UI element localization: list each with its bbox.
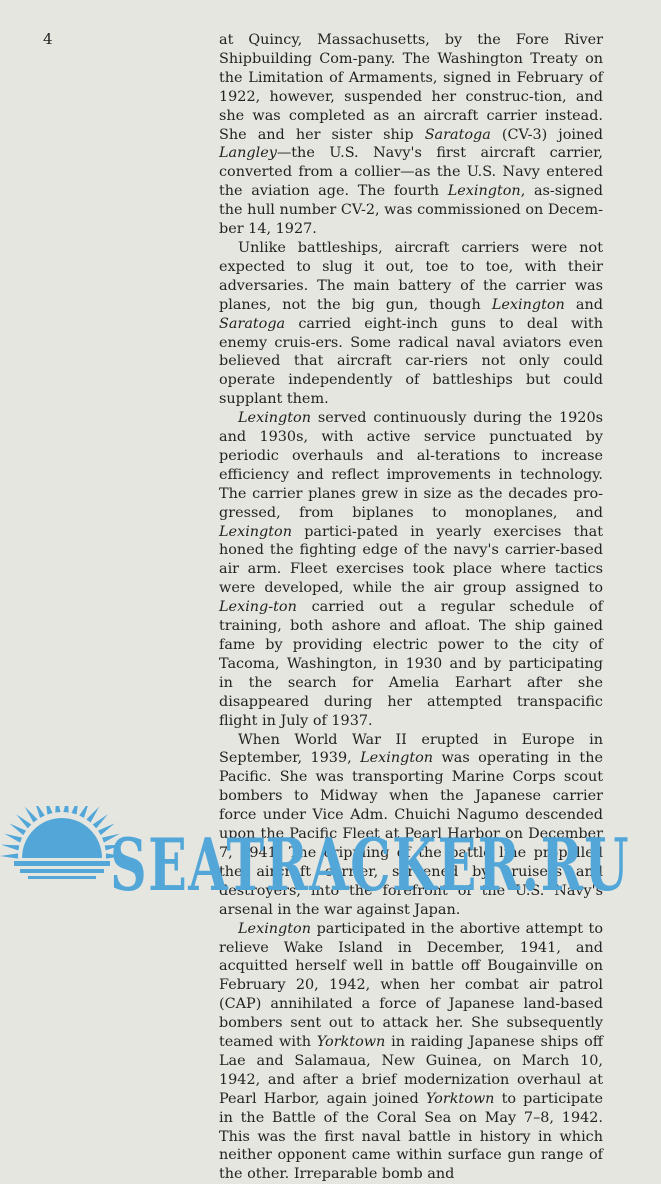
watermark-text: SEATRACKER.RU	[110, 822, 630, 904]
paragraph: When World War II erupted in Europe in September, 1939, Lexington was operating in the Pacific. She was transporting Marine Corps scout bombers to Midway when the Japanese carrier force under Vice Adm. Chuichi Nagumo descended upon the Pacific Fleet at Pearl Harbor on December 7, 1941. The crippling of the battle line propelled the aircraft carrier, screened by cruisers and destroyers, into the forefront of the U.S. Navy's arsenal in the war against Japan.	[219, 731, 603, 918]
page-number: 4	[43, 30, 53, 48]
paragraph: Lexington served continuously during the 1920s and 1930s, with active service punctuated by periodic overhauls and al-terations to increase efficiency and reflect improvements in technology. The carrier planes grew in size as the decades pro-gressed, from biplanes to monoplanes, and Lexington partici-pated in yearly exercises that honed the fighting edge of the navy's carrier-based air arm. Fleet exercises took place where tactics were developed, while the air group assigned to Lexing-ton carried out a regular schedule of training, both ashore and afloat. The ship gained fame by providing electric power to the city of Tacoma, Washington, in 1930 and by participating in the search for Amelia Earhart after she disappeared during her attempted transpacific flight in July of 1937.	[219, 410, 603, 729]
watermark	[0, 806, 661, 904]
body-text	[219, 31, 603, 1184]
sun-logo-icon	[0, 806, 124, 879]
paragraph: Lexington participated in the abortive attempt to relieve Wake Island in December, 1941, and acquitted herself well in battle off Bougainville on February 20, 1942, when her combat air patrol (CAP) annihilated a force of Japanese land-based bombers sent out to attack her. She subsequently teamed with Yorktown in raiding Japanese ships off Lae and Salamaua, New Guinea, on March 10, 1942, and after a brief modernization overhaul at Pearl Harbor, again joined Yorktown to participate in the Battle of the Coral Sea on May 7–8, 1942. This was the first naval battle in history in which neither opponent came within surface gun range of the other. Irreparable bomb and	[219, 920, 603, 1183]
paragraph: Unlike battleships, aircraft carriers were not expected to slug it out, toe to toe, with their adversaries. The main battery of the carrier was planes, not the big gun, though Lexington and Saratoga carried eight-inch guns to deal with enemy cruis-ers. Some radical naval aviators even believed that aircraft car-riers not only could operate independently of battleships but could supplant them.	[219, 239, 603, 408]
paragraph: at Quincy, Massachusetts, by the Fore River Shipbuilding Com-pany. The Washington Treaty on the Limitation of Armaments, signed in February of 1922, however, suspended her construc-tion, and she was completed as an aircraft carrier instead. She and her sister ship Saratoga (CV-3) joined Langley—the U.S. Navy's first aircraft carrier, converted from a collier—as the U.S. Navy entered the aviation age. The fourth Lexington, as-signed the hull number CV-2, was commissioned on Decem-ber 14, 1927.	[219, 32, 603, 238]
